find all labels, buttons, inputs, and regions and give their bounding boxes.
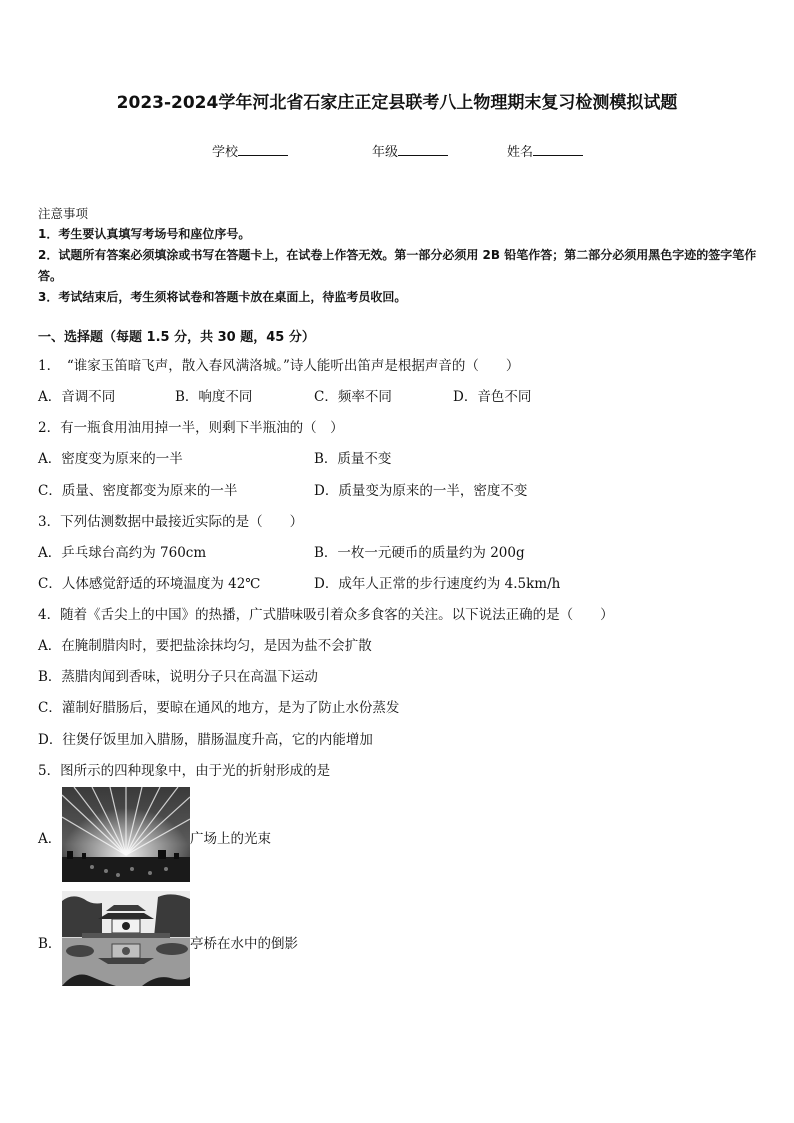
q1-option-a[interactable]: A．音调不同 (38, 389, 116, 405)
q2-option-c[interactable]: C．质量、密度都变为原来的一半 (38, 483, 238, 499)
grade-blank[interactable] (398, 141, 448, 156)
q1-option-c[interactable]: C．频率不同 (314, 389, 392, 405)
question-5-stem: 5．图所示的四种现象中，由于光的折射形成的是 (38, 763, 331, 779)
q2-option-d[interactable]: D．质量变为原来的一半，密度不变 (314, 483, 528, 499)
q4-option-b[interactable]: B．蒸腊肉闻到香味，说明分子只在高温下运动 (38, 669, 318, 685)
school-blank[interactable] (238, 141, 288, 156)
q4-option-c[interactable]: C．灌制好腊肠后，要晾在通风的地方，是为了防止水份蒸发 (38, 700, 400, 716)
school-field (212, 141, 288, 160)
q4-option-a[interactable]: A．在腌制腊肉时，要把盐涂抹均匀，是因为盐不会扩散 (38, 638, 372, 654)
q3-option-d[interactable]: D．成年人正常的步行速度约为 4.5km/h (314, 576, 561, 592)
note-item-3: 3．考试结束后，考生须将试卷和答题卡放在桌面上，待监考员收回。 (38, 290, 407, 304)
question-1-stem: 1． “谁家玉笛暗飞声，散入春风满洛城。”诗人能听出笛声是根据声音的（ ） (38, 358, 520, 374)
q5-option-b-caption: 亭桥在水中的倒影 (190, 936, 298, 952)
question-2-stem: 2．有一瓶食用油用掉一半，则剩下半瓶油的（ ） (38, 420, 344, 436)
grade-label: 年级 (372, 145, 399, 160)
light-beams-photo (62, 787, 190, 882)
q3-option-b[interactable]: B．一枚一元硬币的质量约为 200g (314, 545, 525, 561)
q5-option-b-label[interactable]: B． (38, 936, 62, 952)
q4-option-d[interactable]: D．往煲仔饭里加入腊肠，腊肠温度升高，它的内能增加 (38, 732, 373, 748)
name-label: 姓名 (507, 145, 534, 160)
pavilion-reflection-image (62, 891, 190, 986)
q5-option-a-label[interactable]: A． (38, 831, 62, 847)
question-4-stem: 4．随着《舌尖上的中国》的热播，广式腊味吸引着众多食客的关注。以下说法正确的是（ ） (38, 607, 614, 623)
note-item-1: 1．考生要认真填写考场号和座位序号。 (38, 227, 251, 241)
section-heading: 一、选择题（每题 1.5 分，共 30 题，45 分） (38, 330, 315, 345)
q5-option-a-caption: 广场上的光束 (190, 831, 271, 847)
name-blank[interactable] (533, 141, 583, 156)
q1-option-d[interactable]: D．音色不同 (453, 389, 532, 405)
q3-option-c[interactable]: C．人体感觉舒适的环境温度为 42℃ (38, 576, 261, 592)
page-title: 2023-2024学年河北省石家庄正定县联考八上物理期末复习检测模拟试题 (116, 93, 678, 113)
q2-option-a[interactable]: A．密度变为原来的一半 (38, 451, 183, 467)
school-label: 学校 (212, 145, 239, 160)
grade-field (372, 141, 448, 160)
q2-option-b[interactable]: B．质量不变 (314, 451, 392, 467)
light-beams-image (62, 787, 190, 882)
note-item-2: 2．试题所有答案必须填涂或书写在答题卡上，在试卷上作答无效。第一部分必须用 2B 铅笔作答；第二部分必须用黑色字迹的签字笔作答。 (38, 248, 757, 283)
notes-block (38, 203, 762, 308)
notes-heading: 注意事项 (38, 206, 89, 221)
pavilion-reflection-photo (62, 891, 190, 986)
name-field (507, 141, 583, 160)
question-3-stem: 3．下列估测数据中最接近实际的是（ ） (38, 514, 304, 530)
q3-option-a[interactable]: A．乒乓球台高约为 760cm (38, 545, 207, 561)
q1-option-b[interactable]: B．响度不同 (175, 389, 253, 405)
